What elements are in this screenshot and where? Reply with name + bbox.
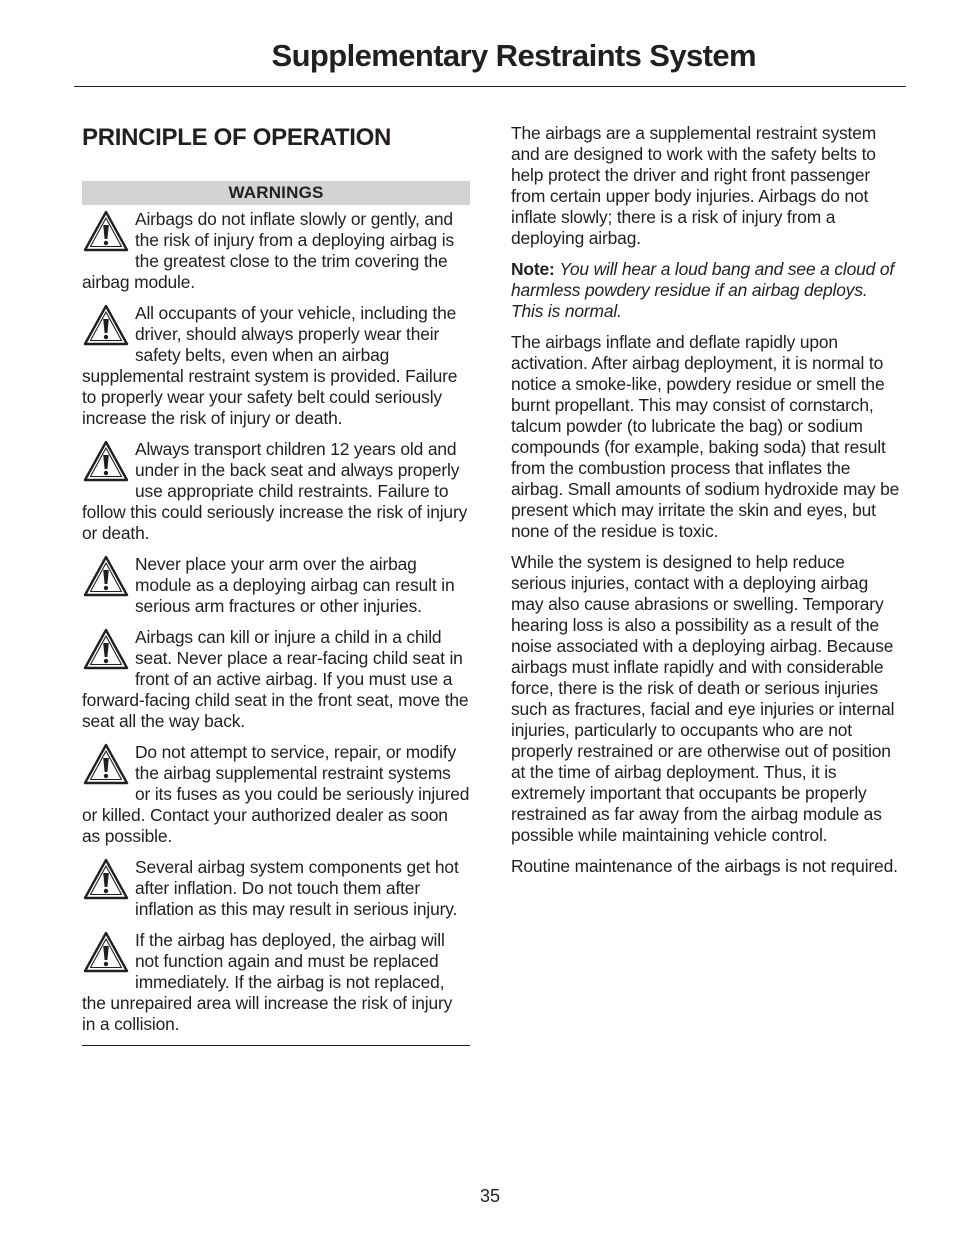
warning-item-5 (82, 627, 470, 732)
page-number: 35 (479, 1186, 501, 1206)
warning-triangle-icon (82, 930, 130, 976)
section-title: PRINCIPLE OF OPERATION (82, 124, 391, 151)
warning-item-3 (82, 439, 470, 544)
warnings-list (82, 209, 470, 1035)
warning-text: If the airbag has deployed, the airbag will not function again and must be replaced immediately. If the airbag is not replaced, the unrepaired area will increase the risk of injury in a collision. (82, 930, 453, 1034)
warning-item-6 (82, 742, 470, 847)
warning-item-2 (82, 303, 470, 429)
deployment-residue-paragraph: The airbags inflate and deflate rapidly upon activation. After airbag deployment, it is normal to notice a smoke-like, powdery residue or smell the burnt propellant. This may consist of cornstarch, talcum powder (to lubricate the bag) or sodium compounds (for example, baking soda) that result from the combustion process that inflates the airbag. Small amounts of sodium hydroxide may be present which may irritate the skin and eyes, but none of the residue is toxic. (511, 332, 900, 541)
warning-text: Airbags can kill or injure a child in a child seat. Never place a rear-facing child seat in front of an active airbag. If you must use a forward-facing child seat in the front seat, move the seat all the way back. (82, 627, 469, 731)
warning-item-1 (82, 209, 470, 293)
warning-triangle-icon (82, 209, 130, 255)
warning-item-8 (82, 930, 470, 1035)
warning-text: Airbags do not inflate slowly or gently, and the risk of injury from a deploying airbag is the greatest close to the trim covering the airbag module. (82, 209, 454, 292)
intro-paragraph: The airbags are a supplemental restraint system and are designed to work with the safety belts to help protect the driver and right front passenger from certain upper body injuries. Airbags do not inflate slowly; there is a risk of injury from a deploying airbag. (511, 123, 877, 248)
warnings-heading: WARNINGS (82, 181, 470, 205)
warning-triangle-icon (82, 857, 130, 903)
injury-risk-paragraph: While the system is designed to help reduce serious injuries, contact with a deploying airbag may also cause abrasions or swelling. Temporary hearing loss is also a possibility as a result of the noise associated with a deploying airbag. Because airbags must inflate rapidly and with considerable force, there is the risk of death or serious injuries such as fractures, facial and eye injuries or internal injuries, particularly to occupants who are not properly restrained or are otherwise out of position at the time of airbag deployment. Thus, it is extremely important that occupants be properly restrained as far away from the airbag module as possible while maintaining vehicle control. (511, 552, 895, 845)
warning-triangle-icon (82, 303, 130, 349)
warning-text: Always transport children 12 years old and under in the back seat and always properly use appropriate child restraints. Failure to follow this could seriously increase the risk of injury or death. (82, 439, 468, 543)
warnings-end-divider (82, 1045, 470, 1046)
warning-text: All occupants of your vehicle, including the driver, should always properly wear their safety belts, even when an airbag supplemental restraint system is provided. Failure to properly wear your safety belt could seriously increase the risk of injury or death. (82, 303, 458, 428)
maintenance-paragraph: Routine maintenance of the airbags is not required. (511, 856, 898, 876)
warning-item-4 (82, 554, 470, 617)
note-text: You will hear a loud bang and see a cloud of harmless powdery residue if an airbag deploys. This is normal. (511, 259, 895, 321)
warning-triangle-icon (82, 439, 130, 485)
right-column (511, 123, 903, 887)
warning-triangle-icon (82, 742, 130, 788)
page-title: Supplementary Restraints System (271, 38, 756, 73)
warning-item-7 (82, 857, 470, 920)
warning-triangle-icon (82, 554, 130, 600)
warning-triangle-icon (82, 627, 130, 673)
note-label: Note: (511, 259, 555, 279)
page-header (74, 36, 906, 87)
warning-text: Several airbag system components get hot after inflation. Do not touch them after inflation as this may result in serious injury. (135, 857, 459, 919)
left-column (82, 122, 470, 1046)
warning-text: Never place your arm over the airbag module as a deploying airbag can result in serious arm fractures or other injuries. (135, 554, 455, 616)
note-paragraph (511, 259, 903, 322)
warning-text: Do not attempt to service, repair, or modify the airbag supplemental restraint systems or its fuses as you could be seriously injured or killed. Contact your authorized dealer as soon as possible. (82, 742, 470, 846)
